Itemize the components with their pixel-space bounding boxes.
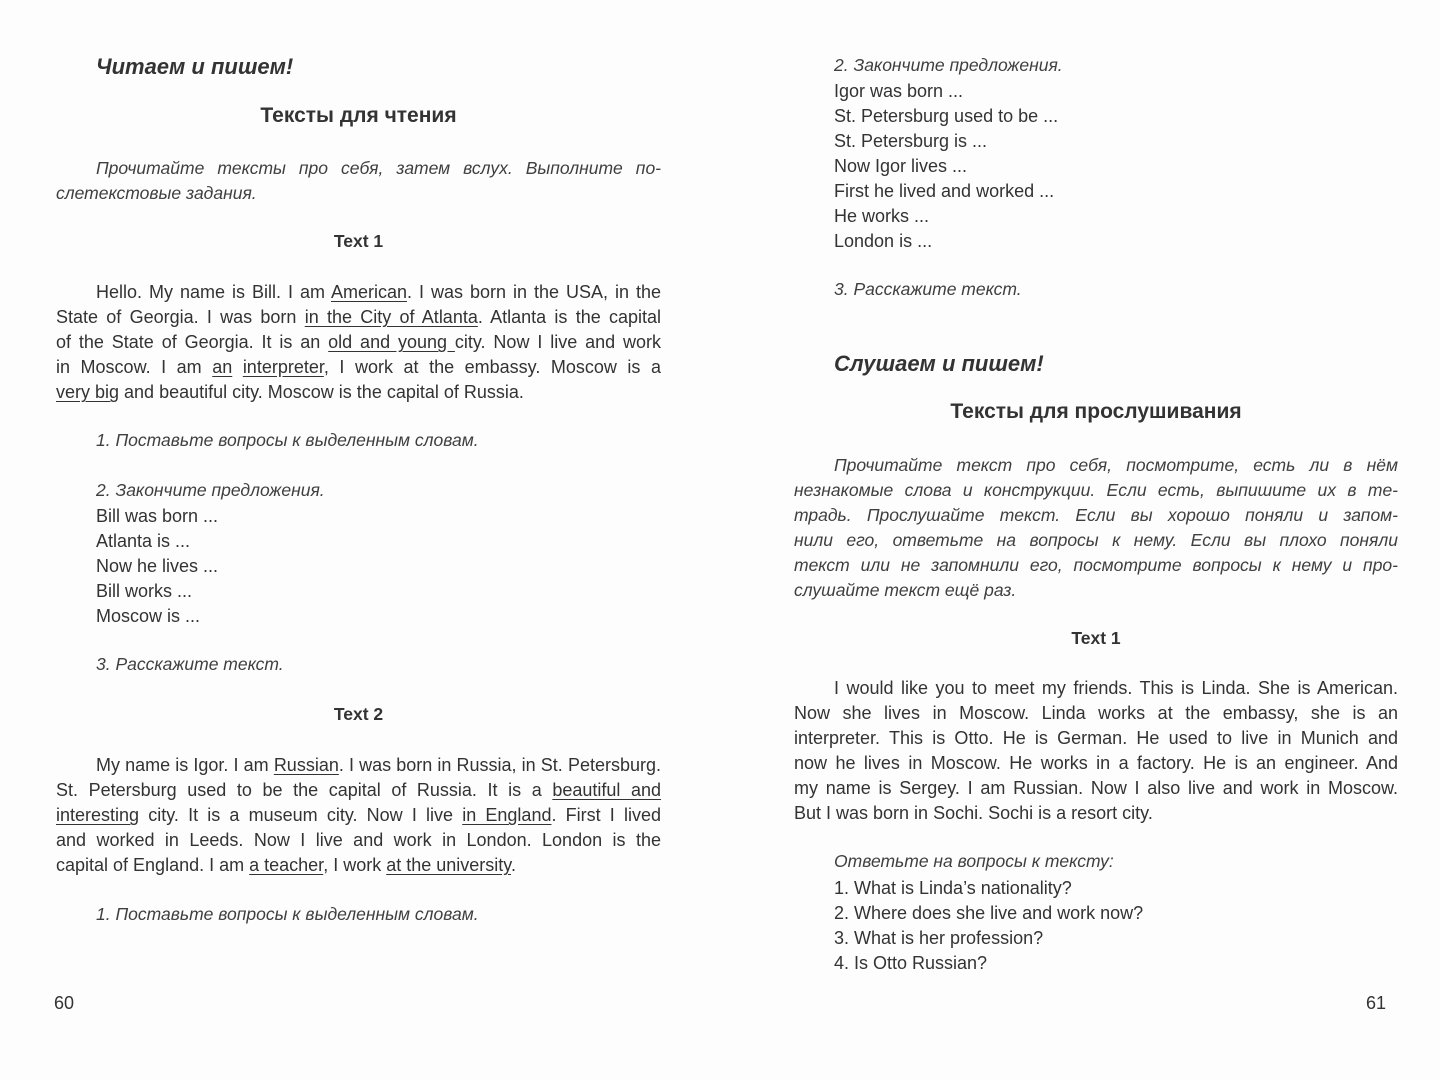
completion-item: Bill was born ...	[96, 506, 219, 526]
underlined-phrase: beautiful and	[552, 780, 662, 800]
question-item: 2. Where does she live and work now?	[834, 903, 1144, 923]
text2-completions	[834, 79, 1058, 254]
completion-item: St. Petersburg is ...	[834, 131, 988, 151]
text1-completions	[96, 504, 218, 629]
completion-item: Bill works ...	[96, 581, 193, 601]
text2-title: Text 2	[333, 704, 384, 724]
underlined-phrase: old and young	[328, 332, 455, 352]
completion-item: Moscow is ...	[96, 606, 201, 626]
text-line: Hello. My name is Bill. I am American. I was born in the USA, in the	[96, 282, 662, 302]
text2-task1: 1. Поставьте вопросы к выделенным словам.	[96, 904, 479, 924]
completion-item: Now Igor lives ...	[834, 156, 968, 176]
completion-item: Igor was born ...	[834, 81, 964, 101]
underlined-phrase: American	[330, 282, 407, 302]
text-line: in Moscow. I am an interpreter, I work at the embassy. Moscow is a	[56, 357, 661, 377]
section-heading: Тексты для прослушивания	[950, 400, 1242, 423]
underlined-phrase: an	[212, 357, 233, 377]
underlined-phrase: interesting	[56, 805, 140, 825]
question-item: 3. What is her profession?	[834, 928, 1044, 948]
text-line: State of Georgia. I was born in the City of Atlanta. Atlanta is the capital	[56, 307, 662, 327]
completion-item: St. Petersburg used to be ...	[834, 106, 1059, 126]
questions-intro: Ответьте на вопросы к тексту:	[834, 851, 1114, 871]
completion-item: Atlanta is ...	[96, 531, 191, 551]
page-number-right: 61	[1366, 993, 1387, 1013]
instruction: Прочитайте тексты про себя, затем вслух. Выполните по- слетекстовые задания.	[56, 158, 661, 203]
text1-title: Text 1	[333, 231, 384, 251]
text-line: capital of England. I am a teacher, I work at the university.	[56, 855, 516, 875]
text1-task2: 2. Закончите предложения.	[96, 480, 325, 500]
listening-text1-body: I would like you to meet my friends. This is Linda. She is American. Now she lives in Moscow. Linda works at the embassy, she is an interpreter. This is Otto. He is German. He used to live in Munich and now he lives in Moscow. He works in a factory. He is an engineer. And my name is Sergey. I am Russian. Now I also live and work in Moscow. But I was born in Sochi. Sochi is a resort city.	[794, 678, 1398, 823]
section-title: Читаем и пишем!	[96, 54, 294, 79]
instruction: Прочитайте текст про себя, посмотрите, есть ли в нём незнакомые слова и конструкции. Если есть, выпишите их в те- традь. Прослушайте текст. Если вы хорошо поняли и запом- нили его, ответьте на вопросы к нему. Если вы плохо поняли текст или не запомнили его, посмотрите вопросы к нему и про- слушайте текст ещё раз.	[794, 455, 1398, 600]
completion-item: London is ...	[834, 231, 933, 251]
text-line: St. Petersburg used to be the capital of Russia. It is a beautiful and	[56, 780, 662, 800]
text-line: and worked in Leeds. Now I live and work in London. London is the	[56, 830, 661, 850]
text1-task1: 1. Поставьте вопросы к выделенным словам.	[96, 430, 479, 450]
section-heading: Тексты для чтения	[260, 104, 457, 127]
underlined-phrase: in England	[462, 805, 552, 825]
text2-body	[56, 753, 661, 878]
text1-task3: 3. Расскажите текст.	[96, 654, 284, 674]
completion-item: He works ...	[834, 206, 930, 226]
text-line: interesting city. It is a museum city. Now I live in England. First I lived	[56, 805, 662, 825]
text-line: very big and beautiful city. Moscow is the capital of Russia.	[56, 382, 524, 402]
questions-list	[834, 876, 1143, 976]
underlined-phrase: in the City of Atlanta	[304, 307, 478, 327]
listening-text1-title: Text 1	[1071, 628, 1121, 648]
completion-item: Now he lives ...	[96, 556, 219, 576]
question-item: 4. Is Otto Russian?	[834, 953, 988, 973]
text-line: My name is Igor. I am Russian. I was born in Russia, in St. Petersburg.	[96, 755, 661, 775]
underlined-phrase: Russian	[273, 755, 339, 775]
section-title: Слушаем и пишем!	[834, 351, 1044, 376]
underlined-phrase: interpreter	[242, 357, 324, 377]
underlined-phrase: very big	[56, 382, 120, 402]
page-number-left: 60	[54, 993, 75, 1013]
underlined-phrase: at the university	[386, 855, 511, 875]
text-line: of the State of Georgia. It is an old and young city. Now I live and work	[56, 332, 661, 352]
right-page	[720, 0, 1440, 1080]
underlined-phrase: a teacher	[249, 855, 324, 875]
text1-body	[56, 280, 661, 405]
text2-task2: 2. Закончите предложения.	[834, 55, 1063, 75]
completion-item: First he lived and worked ...	[834, 181, 1055, 201]
text2-task3: 3. Расскажите текст.	[834, 279, 1022, 299]
question-item: 1. What is Linda’s nationality?	[834, 878, 1072, 898]
